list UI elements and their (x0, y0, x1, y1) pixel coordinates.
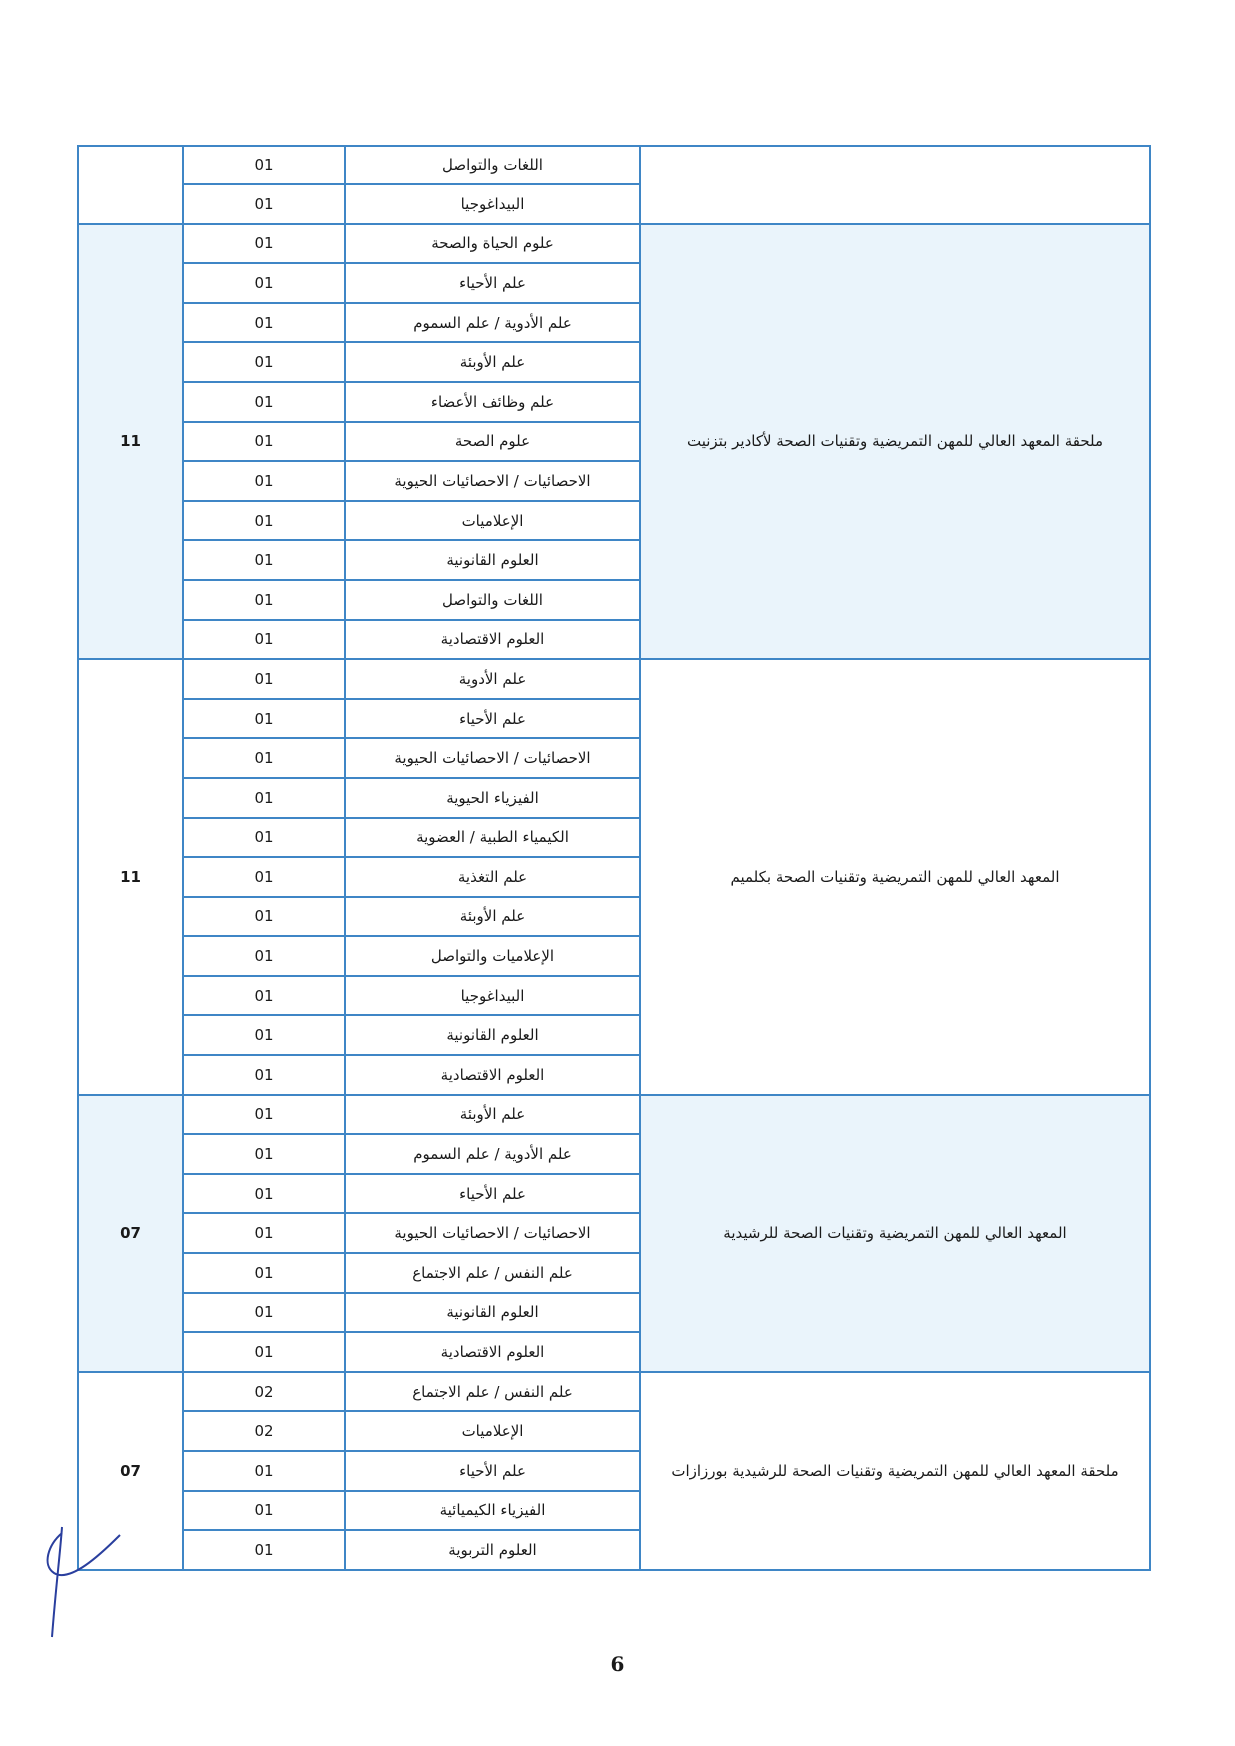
subject-cell: الاحصائيات / الاحصائيات الحيوية (345, 738, 640, 778)
post-count-cell: 01 (183, 184, 345, 224)
subject-cell: علم الأحياء (345, 699, 640, 739)
table-row (78, 1095, 1150, 1135)
subject-cell: العلوم القانونية (345, 540, 640, 580)
subject-cell: الكيمياء الطبية / العضوية (345, 818, 640, 858)
post-count-cell: 01 (183, 303, 345, 343)
post-count-cell: 02 (183, 1372, 345, 1412)
post-count-cell: 01 (183, 1055, 345, 1095)
subject-cell: الإعلاميات (345, 1411, 640, 1451)
subject-cell: علم الأوبئة (345, 897, 640, 937)
post-count-cell: 01 (183, 976, 345, 1016)
post-count-cell: 01 (183, 1530, 345, 1570)
subject-cell: الإعلاميات (345, 501, 640, 541)
posts-table (77, 145, 1151, 1571)
post-count-cell: 01 (183, 936, 345, 976)
post-count-cell: 01 (183, 897, 345, 937)
table-row (78, 659, 1150, 699)
subject-cell: علم النفس / علم الاجتماع (345, 1253, 640, 1293)
post-count-cell: 01 (183, 620, 345, 660)
post-count-cell: 01 (183, 857, 345, 897)
post-count-cell: 01 (183, 1332, 345, 1372)
institution-cell (640, 146, 1150, 224)
subject-cell: علم التغذية (345, 857, 640, 897)
subject-cell: علم الأوبئة (345, 342, 640, 382)
post-count-cell: 01 (183, 818, 345, 858)
post-count-cell: 01 (183, 1253, 345, 1293)
post-count-cell: 01 (183, 1174, 345, 1214)
post-count-cell: 01 (183, 1213, 345, 1253)
subject-cell: العلوم القانونية (345, 1015, 640, 1055)
subject-cell: علوم الصحة (345, 422, 640, 462)
post-count-cell: 01 (183, 501, 345, 541)
table-row (78, 1372, 1150, 1412)
subject-cell: الفيزياء الكيميائية (345, 1491, 640, 1531)
subject-cell: علم الأحياء (345, 263, 640, 303)
subject-cell: البيداغوجيا (345, 976, 640, 1016)
institution-cell: المعهد العالي للمهن التمريضية وتقنيات الصحة للرشيدية (640, 1095, 1150, 1372)
subject-cell: اللغات والتواصل (345, 580, 640, 620)
subject-cell: العلوم القانونية (345, 1293, 640, 1333)
subject-cell: اللغات والتواصل (345, 146, 640, 184)
post-count-cell: 01 (183, 422, 345, 462)
post-count-cell: 01 (183, 1134, 345, 1174)
post-count-cell: 01 (183, 263, 345, 303)
subject-cell: الإعلاميات والتواصل (345, 936, 640, 976)
subject-cell: علم الأدوية / علم السموم (345, 1134, 640, 1174)
subject-cell: علم الأحياء (345, 1174, 640, 1214)
subject-cell: علم النفس / علم الاجتماع (345, 1372, 640, 1412)
institution-cell: المعهد العالي للمهن التمريضية وتقنيات الصحة بكلميم (640, 659, 1150, 1095)
post-count-cell: 01 (183, 778, 345, 818)
post-count-cell: 01 (183, 1095, 345, 1135)
subject-cell: البيداغوجيا (345, 184, 640, 224)
post-count-cell: 01 (183, 1491, 345, 1531)
subject-cell: العلوم الاقتصادية (345, 620, 640, 660)
subject-cell: العلوم التربوية (345, 1530, 640, 1570)
post-count-cell: 01 (183, 1015, 345, 1055)
subject-cell: علوم الحياة والصحة (345, 224, 640, 264)
subject-cell: الاحصائيات / الاحصائيات الحيوية (345, 461, 640, 501)
group-total-cell: 07 (78, 1372, 183, 1570)
post-count-cell: 01 (183, 382, 345, 422)
subject-cell: علم وظائف الأعضاء (345, 382, 640, 422)
subject-cell: العلوم الاقتصادية (345, 1332, 640, 1372)
post-count-cell: 01 (183, 659, 345, 699)
posts-table-body (78, 146, 1150, 1570)
subject-cell: علم الأوبئة (345, 1095, 640, 1135)
institution-cell: ملحقة المعهد العالي للمهن التمريضية وتقنيات الصحة لأكادير بتزنيت (640, 224, 1150, 660)
post-count-cell: 01 (183, 1293, 345, 1333)
post-count-cell: 01 (183, 1451, 345, 1491)
post-count-cell: 02 (183, 1411, 345, 1451)
post-count-cell: 01 (183, 738, 345, 778)
post-count-cell: 01 (183, 146, 345, 184)
subject-cell: الاحصائيات / الاحصائيات الحيوية (345, 1213, 640, 1253)
post-count-cell: 01 (183, 342, 345, 382)
post-count-cell: 01 (183, 461, 345, 501)
signature-mark (40, 1525, 130, 1640)
table-row (78, 146, 1150, 184)
page-number: 6 (610, 1652, 625, 1676)
subject-cell: علم الأدوية / علم السموم (345, 303, 640, 343)
subject-cell: علم الأحياء (345, 1451, 640, 1491)
institution-cell: ملحقة المعهد العالي للمهن التمريضية وتقنيات الصحة للرشيدية بورزازات (640, 1372, 1150, 1570)
post-count-cell: 01 (183, 699, 345, 739)
subject-cell: علم الأدوية (345, 659, 640, 699)
group-total-cell: 07 (78, 1095, 183, 1372)
group-total-cell (78, 146, 183, 224)
post-count-cell: 01 (183, 540, 345, 580)
subject-cell: العلوم الاقتصادية (345, 1055, 640, 1095)
subject-cell: الفيزياء الحيوية (345, 778, 640, 818)
table-row (78, 224, 1150, 264)
group-total-cell: 11 (78, 224, 183, 660)
post-count-cell: 01 (183, 580, 345, 620)
group-total-cell: 11 (78, 659, 183, 1095)
post-count-cell: 01 (183, 224, 345, 264)
